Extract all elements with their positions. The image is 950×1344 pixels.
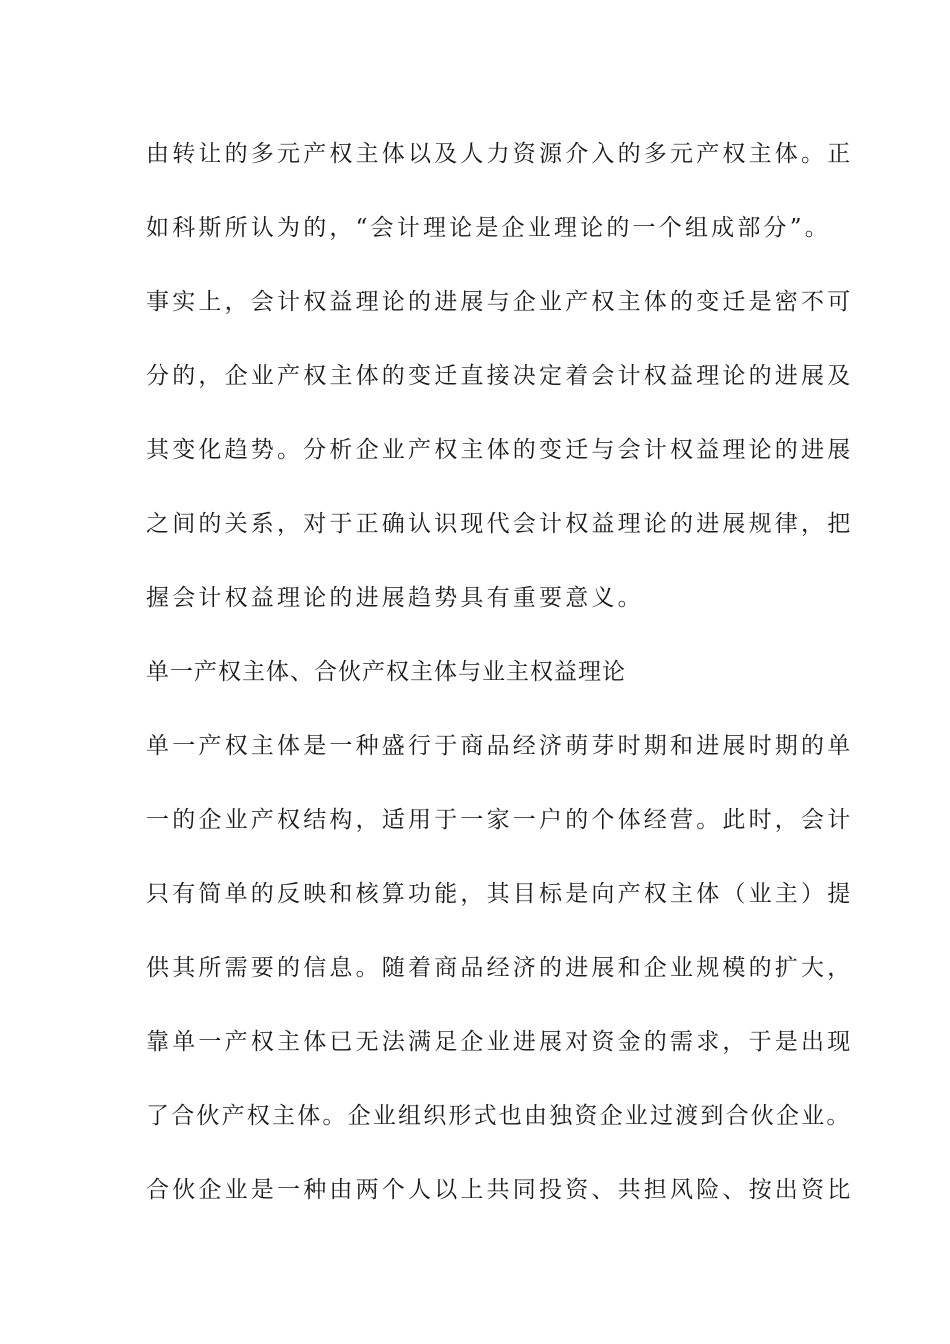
paragraph-line: 合伙企业是一种由两个人以上共同投资、共担风险、按出资比 [146, 1177, 854, 1203]
paragraph-line: 只有简单的反映和核算功能，其目标是向产权主体（业主）提 [146, 881, 854, 907]
paragraph-line: 其变化趋势。分析企业产权主体的变迁与会计权益理论的进展 [146, 437, 854, 463]
paragraph-line: 之间的关系，对于正确认识现代会计权益理论的进展规律，把 [146, 511, 854, 537]
paragraph-line: 分的，企业产权主体的变迁直接决定着会计权益理论的进展及 [146, 363, 854, 389]
paragraph-line: 由转让的多元产权主体以及人力资源介入的多元产权主体。正 [146, 141, 854, 167]
paragraph-line: 事实上，会计权益理论的进展与企业产权主体的变迁是密不可 [146, 289, 854, 315]
paragraph-line: 靠单一产权主体已无法满足企业进展对资金的需求，于是出现 [146, 1029, 854, 1055]
section-heading: 单一产权主体、合伙产权主体与业主权益理论 [146, 659, 626, 685]
paragraph-line: 供其所需要的信息。随着商品经济的进展和企业规模的扩大， [146, 955, 854, 981]
paragraph-line: 了合伙产权主体。企业组织形式也由独资企业过渡到合伙企业。 [146, 1103, 852, 1129]
paragraph-line: 如科斯所认为的，“会计理论是企业理论的一个组成部分”。 [146, 215, 831, 241]
paragraph-line: 一的企业产权结构，适用于一家一户的个体经营。此时，会计 [146, 807, 854, 833]
paragraph-line: 握会计权益理论的进展趋势具有重要意义。 [146, 585, 644, 611]
paragraph-line: 单一产权主体是一种盛行于商品经济萌芽时期和进展时期的单 [146, 733, 854, 759]
